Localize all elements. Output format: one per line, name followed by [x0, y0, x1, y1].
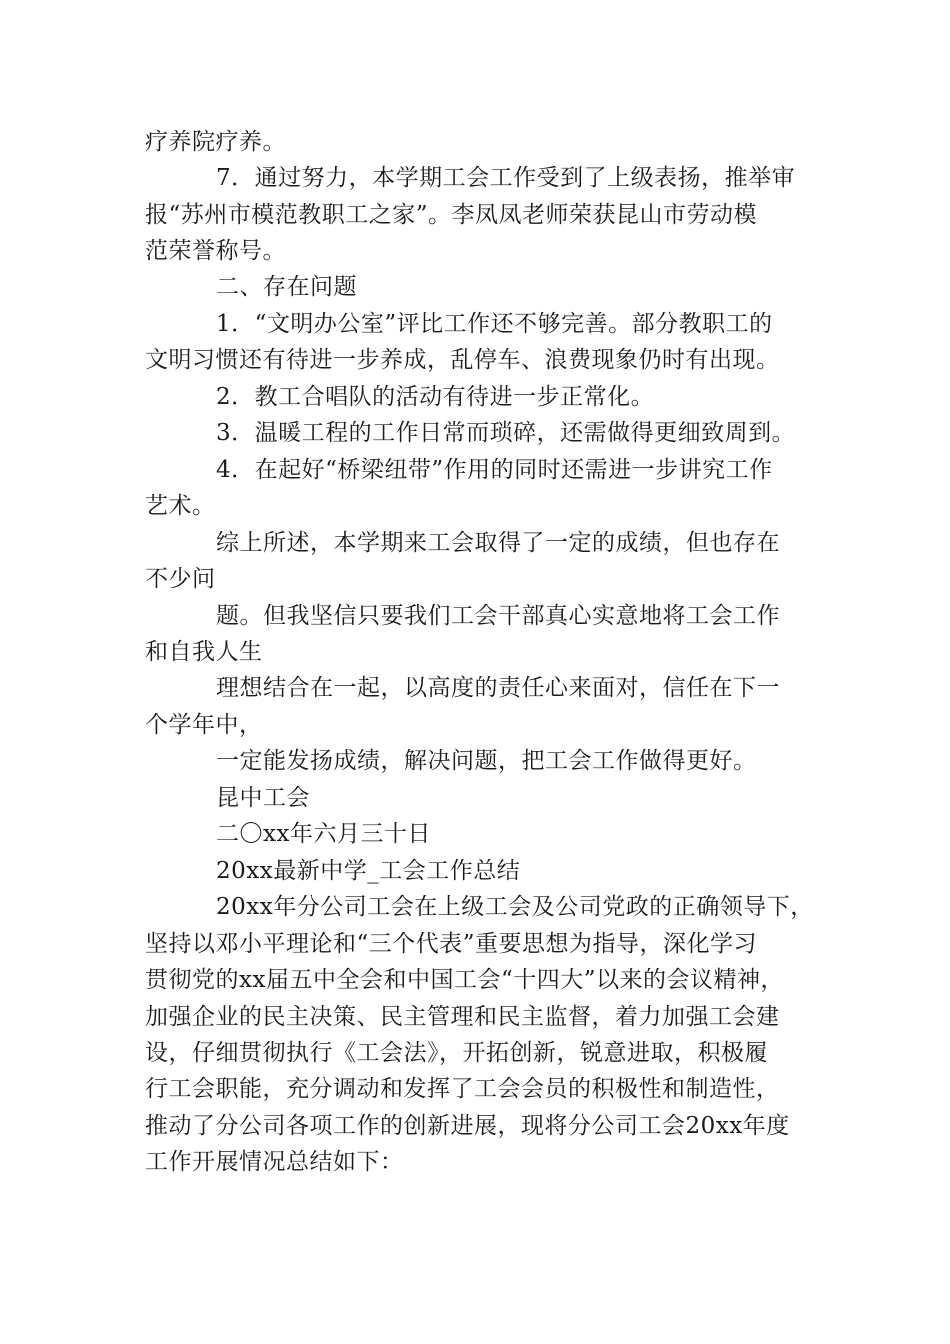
text-line-16: 理想结合在一起，以高度的责任心来面对，信任在下一: [216, 675, 780, 701]
text-line-11: 艺术。: [145, 493, 216, 519]
text-line-22: 20xx年分公司工会在上级工会及公司党政的正确领导下，: [216, 894, 814, 920]
text-line-12: 综上所述，本学期来工会取得了一定的成绩，但也存在: [216, 530, 780, 556]
signature-date: 二〇xx年六月三十日: [216, 821, 431, 847]
text-line-29: 工作开展情况总结如下：: [145, 1149, 404, 1175]
article-title: 20xx最新中学_工会工作总结: [216, 858, 521, 884]
section-heading: 二、存在问题: [216, 274, 357, 300]
text-line-4: 范荣誉称号。: [145, 238, 286, 264]
text-line-24: 贯彻党的xx届五中全会和中国工会“十四大”以来的会议精神，: [145, 967, 784, 993]
text-line-7: 文明习惯还有待进一步养成，乱停车、浪费现象仍时有出现。: [145, 347, 780, 373]
text-line-14: 题。但我坚信只要我们工会干部真心实意地将工会工作: [216, 603, 780, 629]
text-line-28: 推动了分公司各项工作的创新进展，现将分公司工会20xx年度: [145, 1113, 790, 1139]
text-line-3: 报“苏州市模范教职工之家”。李凤凤老师荣获昆山市劳动模: [145, 202, 758, 228]
text-line-6: 1．“文明办公室”评比工作还不够完善。部分教职工的: [216, 311, 773, 337]
text-line-2: 7．通过努力，本学期工会工作受到了上级表扬，推举审: [216, 165, 796, 191]
text-line-13: 不少问: [145, 566, 216, 592]
text-line-25: 加强企业的民主决策、民主管理和民主监督，着力加强工会建: [145, 1004, 780, 1030]
text-line-10: 4．在起好“桥梁纽带”作用的同时还需进一步讲究工作: [216, 457, 773, 483]
text-line-17: 个学年中，: [145, 712, 263, 738]
text-line-8: 2．教工合唱队的活动有待进一步正常化。: [216, 384, 655, 410]
text-line-27: 行工会职能，充分调动和发挥了工会会员的积极性和制造性，: [145, 1076, 780, 1102]
text-line-23: 坚持以邓小平理论和“三个代表”重要思想为指导，深化学习: [145, 931, 758, 957]
text-line-1: 疗养院疗养。: [145, 129, 286, 155]
text-line-15: 和自我人生: [145, 639, 263, 665]
text-line-18: 一定能发扬成绩，解决问题，把工会工作做得更好。: [216, 748, 757, 774]
text-line-26: 设，仔细贯彻执行《工会法》，开拓创新，锐意进取，积极履: [145, 1040, 768, 1066]
signature-org: 昆中工会: [216, 785, 310, 811]
text-line-9: 3．温暖工程的工作日常而琐碎，还需做得更细致周到。: [216, 420, 796, 446]
